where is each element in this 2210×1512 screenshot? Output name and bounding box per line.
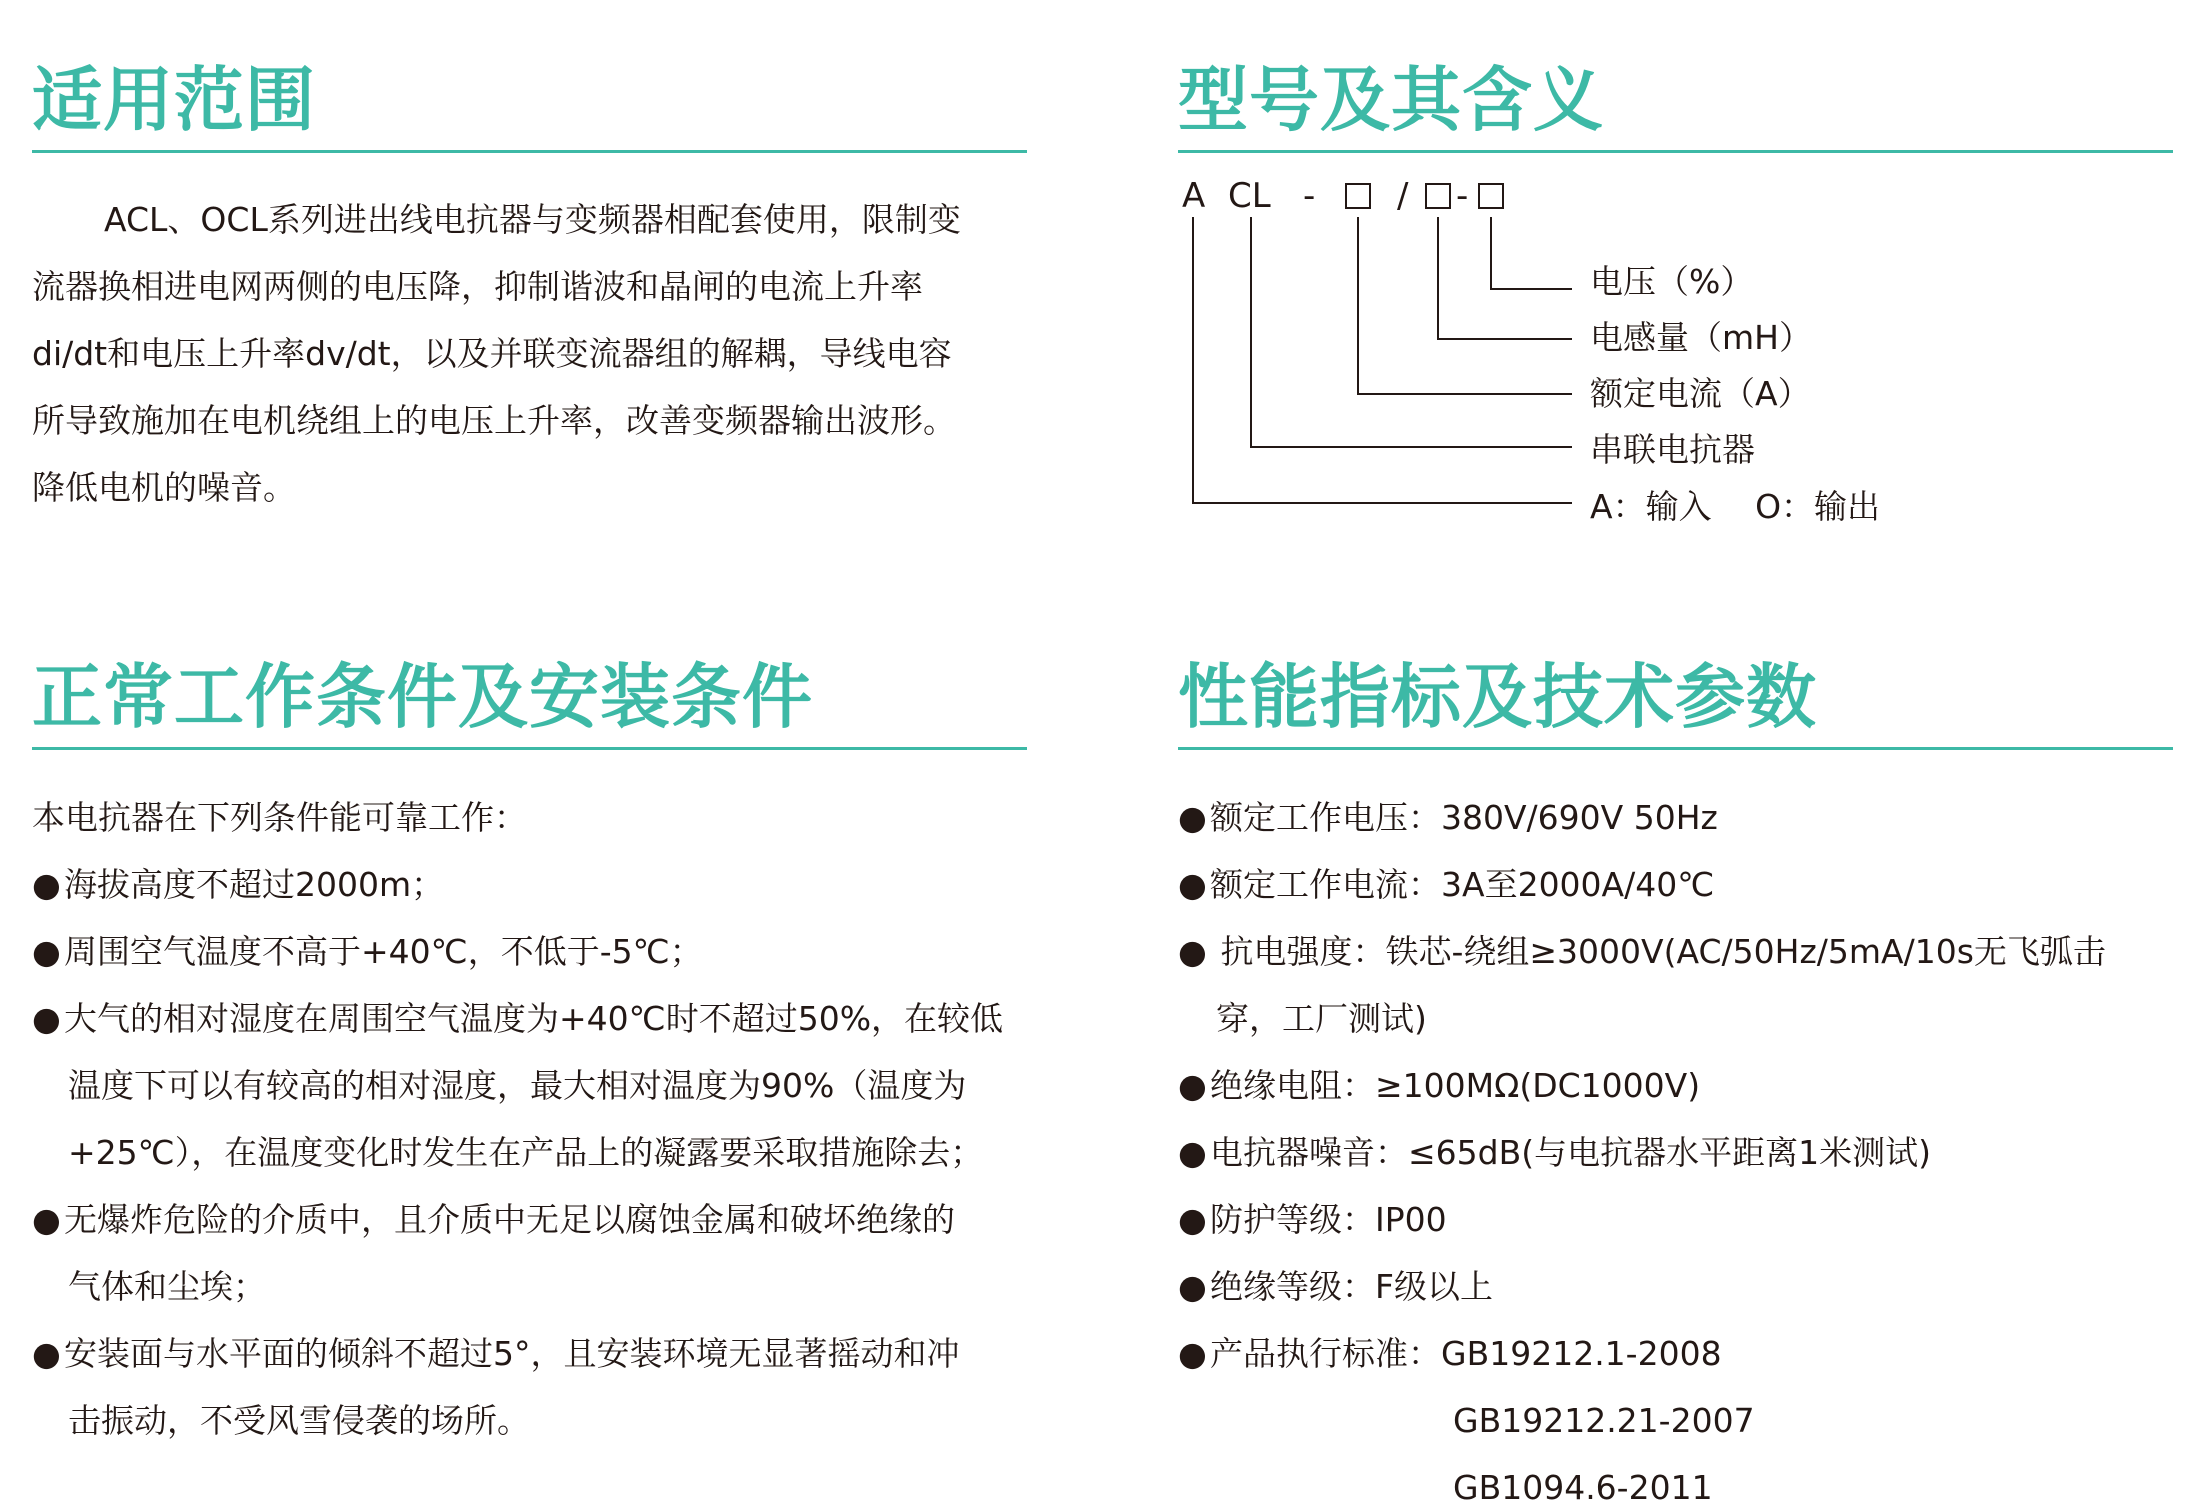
specs-title-rule xyxy=(1178,747,2173,750)
conditions-item-cont: +25℃），在温度变化时发生在产品上的凝露要采取措施除去； xyxy=(68,1133,984,1172)
leader-voltage xyxy=(1491,217,1572,289)
conditions-item: ●大气的相对湿度在周围空气温度为+40℃时不超过50%，在较低 xyxy=(32,999,1004,1038)
model-label-current: 额定电流（A） xyxy=(1590,374,1811,413)
leader-current xyxy=(1358,217,1572,394)
scope-line: 降低电机的噪音。 xyxy=(32,468,296,507)
specs-standard: GB1094.6-2011 xyxy=(1453,1468,1713,1507)
model-label-io: A：输入 O：输出 xyxy=(1590,487,1881,526)
conditions-item-cont: 击振动，不受风雪侵袭的场所。 xyxy=(68,1401,530,1440)
conditions-item: ●安装面与水平面的倾斜不超过5°，且安装环境无显著摇动和冲 xyxy=(32,1334,960,1373)
conditions-title: 正常工作条件及安装条件 xyxy=(32,656,813,738)
specs-item: ●绝缘电阻：≥100MΩ(DC1000V) xyxy=(1178,1066,1701,1105)
model-label-series: 串联电抗器 xyxy=(1590,430,1755,469)
model-code-cl: CL xyxy=(1228,176,1271,216)
scope-line: 所导致施加在电机绕组上的电压上升率，改善变频器输出波形。 xyxy=(32,401,956,440)
conditions-item-cont: 温度下可以有较高的相对湿度，最大相对温度为90%（温度为 xyxy=(68,1066,967,1105)
bullet-icon: ● xyxy=(1178,1133,1207,1172)
model-code-a: A xyxy=(1182,176,1206,216)
scope-line: di/dt和电压上升率dv/dt，以及并联变流器组的解耦，导线电容 xyxy=(32,334,952,373)
conditions-title-rule xyxy=(32,747,1027,750)
scope-title: 适用范围 xyxy=(32,59,316,141)
conditions-item: ●周围空气温度不高于+40℃，不低于-5℃； xyxy=(32,932,703,971)
bullet-icon: ● xyxy=(1178,1200,1207,1239)
bullet-icon: ● xyxy=(1178,798,1207,837)
conditions-item: ●海拔高度不超过2000m； xyxy=(32,865,445,904)
specs-item: ●产品执行标准：GB19212.1-2008 xyxy=(1178,1334,1722,1373)
scope-line: ACL、OCL系列进出线电抗器与变频器相配套使用，限制变 xyxy=(104,200,961,239)
bullet-icon: ● xyxy=(1178,1267,1207,1306)
model-label-inductance: 电感量（mH） xyxy=(1590,318,1812,357)
specs-standard: GB19212.21-2007 xyxy=(1453,1401,1755,1440)
model-label-voltage: 电压（%） xyxy=(1590,262,1754,301)
leader-series xyxy=(1251,217,1572,447)
model-code-slash: / xyxy=(1397,176,1409,216)
specs-item: ●防护等级：IP00 xyxy=(1178,1200,1447,1239)
specs-title: 性能指标及技术参数 xyxy=(1178,656,1817,738)
conditions-intro: 本电抗器在下列条件能可靠工作： xyxy=(32,798,527,837)
leader-inductance xyxy=(1438,217,1572,339)
bullet-icon: ● xyxy=(32,932,61,971)
specs-item: ● 抗电强度：铁芯-绕组≥3000V(AC/50Hz/5mA/10s无飞弧击 xyxy=(1178,932,2106,971)
bullet-icon: ● xyxy=(32,1334,61,1373)
bullet-icon: ● xyxy=(32,999,61,1038)
conditions-item-cont: 气体和尘埃； xyxy=(68,1267,266,1306)
specs-item: ●电抗器噪音：≤65dB(与电抗器水平距离1米测试) xyxy=(1178,1133,1931,1172)
specs-item-cont: 穿，工厂测试) xyxy=(1216,999,1427,1038)
bullet-icon: ● xyxy=(1178,932,1207,971)
bullet-icon: ● xyxy=(1178,865,1207,904)
leader-io xyxy=(1193,217,1572,503)
conditions-item: ●无爆炸危险的介质中，且介质中无足以腐蚀金属和破坏绝缘的 xyxy=(32,1200,955,1239)
bullet-icon: ● xyxy=(1178,1066,1207,1105)
bullet-icon: ● xyxy=(1178,1334,1207,1373)
model-code-dash: - xyxy=(1303,176,1316,216)
specs-item: ●绝缘等级：F级以上 xyxy=(1178,1267,1493,1306)
bullet-icon: ● xyxy=(32,1200,61,1239)
specs-item: ●额定工作电流：3A至2000A/40℃ xyxy=(1178,865,1715,904)
model-code-dash: - xyxy=(1456,176,1469,216)
bullet-icon: ● xyxy=(32,865,61,904)
model-title: 型号及其含义 xyxy=(1178,59,1604,141)
specs-item: ●额定工作电压：380V/690V 50Hz xyxy=(1178,798,1718,837)
scope-line: 流器换相进电网两侧的电压降，抑制谐波和晶闸的电流上升率 xyxy=(32,267,923,306)
